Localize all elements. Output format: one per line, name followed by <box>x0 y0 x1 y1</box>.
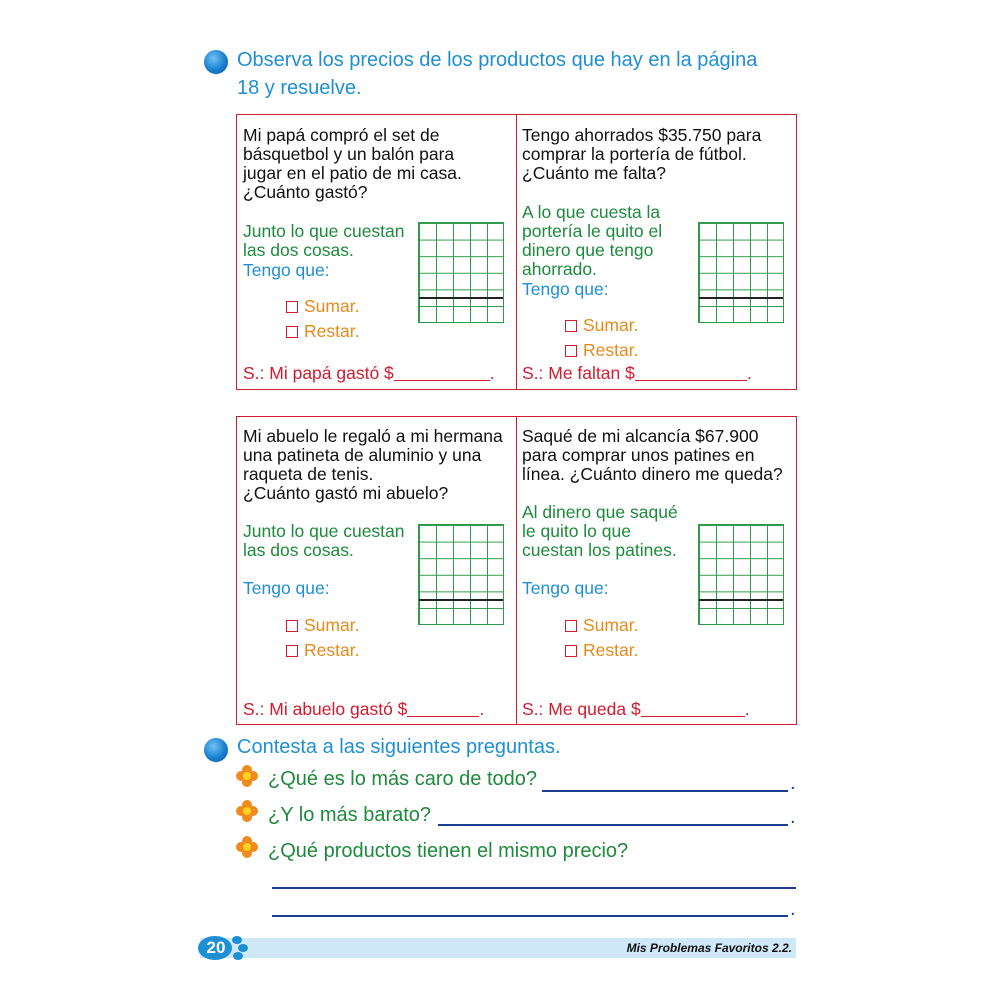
problem-3-statement: Mi abuelo le regaló a mi hermana una patineta de aluminio y una raqueta de tenis. ¿Cuánto gastó mi abuelo? <box>243 426 503 503</box>
problem-2-option-sum[interactable]: Sumar. <box>565 315 638 336</box>
book-title: Mis Problemas Favoritos 2.2. <box>626 941 792 955</box>
answer-line-2[interactable] <box>438 824 788 826</box>
problem-3-hint: Junto lo que cuestan las dos cosas. <box>243 521 405 560</box>
answer-line-3a[interactable] <box>272 887 796 889</box>
problem-4-statement: Saqué de mi alcancía $67.900 para comprar unos patines en línea. ¿Cuánto dinero me queda? <box>522 426 783 484</box>
answer-line-3b[interactable] <box>272 915 788 917</box>
problem-4-option-sum[interactable]: Sumar. <box>565 615 638 636</box>
problem-1-statement: Mi papá compró el set de básquetbol y un balón para jugar en el patio de mi casa. ¿Cuánto gastó? <box>243 125 462 202</box>
problem-2-option-sub[interactable]: Restar. <box>565 340 638 361</box>
problem-2-hint: A lo que cuesta la portería le quito el dinero que tengo ahorrado. <box>522 202 663 279</box>
instruction-2: Contesta a las siguientes preguntas. <box>237 736 561 758</box>
problem-4-answer: S.: Me queda $ . <box>522 699 750 719</box>
answer-line-1[interactable] <box>542 790 788 792</box>
checkbox[interactable] <box>286 620 298 632</box>
flower-icon <box>236 800 258 822</box>
problem-3-tengo: Tengo que: <box>243 578 330 598</box>
bullet-icon <box>204 738 228 762</box>
problem-3-option-sum[interactable]: Sumar. <box>286 615 359 636</box>
flower-icon <box>236 765 258 787</box>
problem-4-option-sub[interactable]: Restar. <box>565 640 638 661</box>
problem-4-tengo: Tengo que: <box>522 578 609 598</box>
question-3: ¿Qué productos tienen el mismo precio? <box>268 840 629 862</box>
checkbox[interactable] <box>565 345 577 357</box>
bullet-icon <box>204 50 228 74</box>
problem-2-work-grid <box>698 222 784 323</box>
problem-1-hint: Junto lo que cuestan las dos cosas. <box>243 221 405 260</box>
problem-2-statement: Tengo ahorrados $35.750 para comprar la portería de fútbol. ¿Cuánto me falta? <box>522 125 762 183</box>
checkbox[interactable] <box>565 645 577 657</box>
checkbox[interactable] <box>286 326 298 338</box>
checkbox[interactable] <box>565 320 577 332</box>
problem-4-hint: Al dinero que saqué le quito lo que cuestan los patines. <box>522 502 678 560</box>
question-2-end: . <box>790 806 796 828</box>
answer-blank[interactable] <box>641 700 745 717</box>
problem-3-work-grid <box>418 524 504 625</box>
problem-3-option-sub[interactable]: Restar. <box>286 640 359 661</box>
instruction-1: Observa los precios de los productos que hay en la página 18 y resuelve. <box>237 49 758 99</box>
answer-blank[interactable] <box>394 364 490 381</box>
question-2: ¿Y lo más barato? <box>268 804 432 826</box>
checkbox[interactable] <box>286 301 298 313</box>
question-1: ¿Qué es lo más caro de todo? <box>268 768 538 790</box>
checkbox[interactable] <box>565 620 577 632</box>
answer-blank[interactable] <box>407 700 479 717</box>
problem-3-answer: S.: Mi abuelo gastó $ . <box>243 699 485 719</box>
problem-2-tengo: Tengo que: <box>522 279 609 299</box>
page-number: 20 <box>206 938 226 957</box>
problem-1-answer: S.: Mi papá gastó $ . <box>243 363 495 383</box>
problem-1-option-sub[interactable]: Restar. <box>286 321 359 342</box>
box-divider <box>516 417 517 724</box>
answer-blank[interactable] <box>635 364 747 381</box>
problem-1-work-grid <box>418 222 504 323</box>
question-1-end: . <box>790 772 796 794</box>
flower-icon <box>236 836 258 858</box>
box-divider <box>516 115 517 389</box>
problem-1-option-sum[interactable]: Sumar. <box>286 296 359 317</box>
problem-2-answer: S.: Me faltan $ . <box>522 363 752 383</box>
checkbox[interactable] <box>286 645 298 657</box>
question-3-end: . <box>790 898 796 920</box>
problem-1-tengo: Tengo que: <box>243 260 330 280</box>
problem-4-work-grid <box>698 524 784 625</box>
